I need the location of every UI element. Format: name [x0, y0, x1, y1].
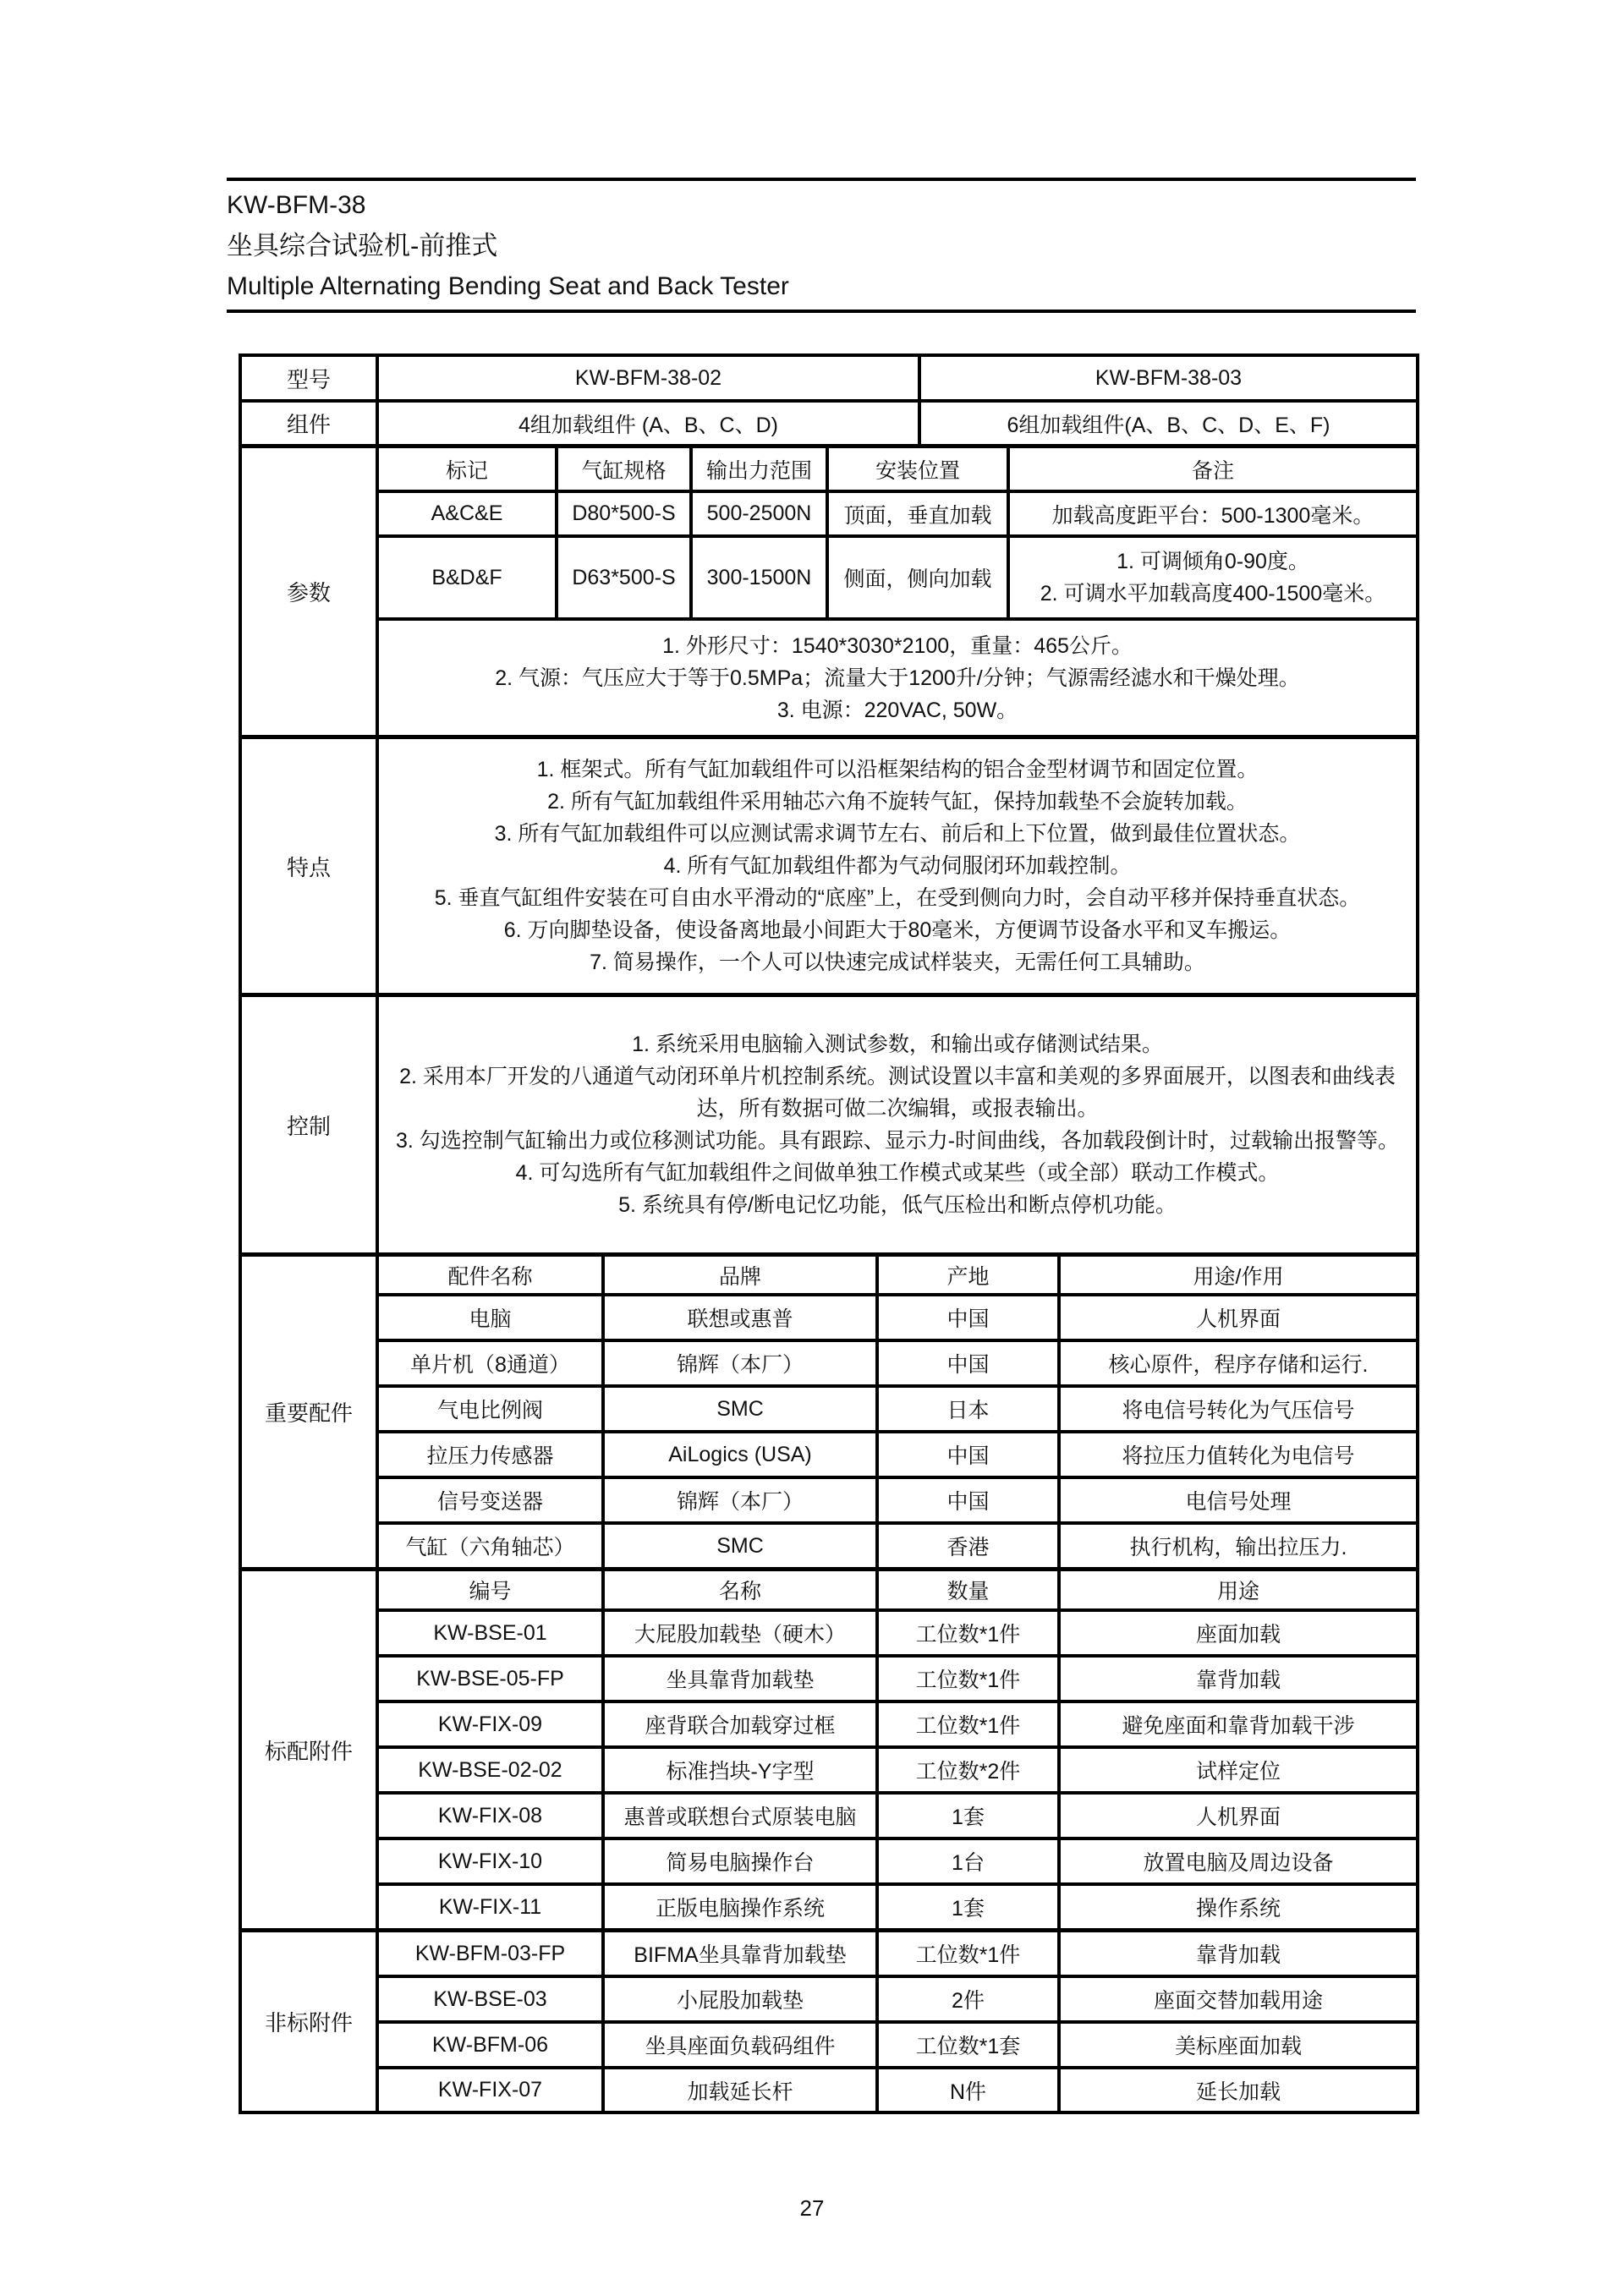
table-cell: 坐具靠背加载垫 — [603, 1656, 877, 1701]
table-cell: N件 — [877, 2068, 1059, 2112]
table-row — [240, 737, 1418, 995]
table-cell: KW-BSE-05-FP — [377, 1656, 603, 1701]
table-cell: 人机界面 — [1059, 1793, 1418, 1838]
table-row — [240, 491, 1418, 536]
table-cell: 将电信号转化为气压信号 — [1059, 1386, 1418, 1432]
table-cell: 1套 — [877, 1793, 1059, 1838]
model-section-table — [239, 353, 1419, 447]
column-header: 安装位置 — [827, 447, 1008, 491]
table-cell: 靠背加载 — [1059, 1656, 1418, 1701]
standard-accessories-section-table — [239, 1568, 1419, 1932]
table-row — [240, 1610, 1418, 1656]
note-line: 3. 电源：220VAC, 50W。 — [776, 698, 1018, 722]
table-cell: 300-1500N — [691, 536, 827, 619]
column-header: 标记 — [377, 447, 557, 491]
table-cell: SMC — [603, 1523, 877, 1569]
table-row — [240, 1340, 1418, 1386]
table-row — [240, 1656, 1418, 1701]
table-cell: 锦辉（本厂） — [603, 1340, 877, 1386]
table-cell: 香港 — [877, 1523, 1059, 1569]
table-row — [240, 355, 1418, 401]
document-header — [227, 178, 1416, 313]
table-cell — [1008, 536, 1418, 619]
table-cell: 电信号处理 — [1059, 1477, 1418, 1523]
table-cell: KW-BSE-01 — [377, 1610, 603, 1656]
table-cell: AiLogics (USA) — [603, 1432, 877, 1477]
table-cell: KW-BSE-02-02 — [377, 1747, 603, 1793]
feature-line: 7. 简易操作，一个人可以快速完成试样装夹，无需任何工具辅助。 — [590, 951, 1205, 974]
table-row — [240, 1523, 1418, 1569]
column-header: 气缸规格 — [557, 447, 691, 491]
table-cell: 日本 — [877, 1386, 1059, 1432]
section-label-params: 参数 — [240, 447, 377, 737]
table-cell: 将拉压力值转化为电信号 — [1059, 1432, 1418, 1477]
table-cell: KW-FIX-07 — [377, 2068, 603, 2112]
table-cell: 工位数*1件 — [877, 1931, 1059, 1976]
table-row — [240, 1570, 1418, 1610]
table-cell: 信号变送器 — [377, 1477, 603, 1523]
table-row — [240, 1386, 1418, 1432]
control-text-cell — [377, 995, 1418, 1254]
section-label-key-parts: 重要配件 — [240, 1255, 377, 1569]
control-line: 1. 系统采用电脑输入测试参数，和输出或存储测试结果。 — [632, 1033, 1163, 1056]
table-cell: 操作系统 — [1059, 1884, 1418, 1930]
table-cell: 座面交替加载用途 — [1059, 1976, 1418, 2022]
table-cell: KW-FIX-08 — [377, 1793, 603, 1838]
table-cell: BIFMA坐具靠背加载垫 — [603, 1931, 877, 1976]
features-text-cell — [377, 737, 1418, 995]
feature-line: 2. 所有气缸加载组件采用轴芯六角不旋转气缸，保持加载垫不会旋转加载。 — [547, 790, 1248, 814]
table-cell: KW-BFM-38-02 — [377, 355, 919, 401]
column-header: 配件名称 — [377, 1255, 603, 1295]
column-header: 输出力范围 — [691, 447, 827, 491]
table-cell: 4组加载组件 (A、B、C、D) — [377, 401, 919, 446]
table-row — [240, 2022, 1418, 2068]
params-notes-cell — [377, 619, 1418, 737]
table-row — [240, 1747, 1418, 1793]
params-section-table — [239, 445, 1419, 738]
column-header: 备注 — [1008, 447, 1418, 491]
table-cell: 加载延长杆 — [603, 2068, 877, 2112]
table-cell: 工位数*1套 — [877, 2022, 1059, 2068]
column-header: 用途 — [1059, 1570, 1418, 1610]
table-cell: 联想或惠普 — [603, 1295, 877, 1340]
table-cell: 1套 — [877, 1884, 1059, 1930]
table-cell: 电脑 — [377, 1295, 603, 1340]
table-cell: 延长加载 — [1059, 2068, 1418, 2112]
table-cell: 工位数*1件 — [877, 1701, 1059, 1747]
table-cell: 6组加载组件(A、B、C、D、E、F) — [919, 401, 1418, 446]
table-cell: 2件 — [877, 1976, 1059, 2022]
section-label-features: 特点 — [240, 737, 377, 995]
table-cell: 执行机构，输出拉压力. — [1059, 1523, 1418, 1569]
table-cell: 人机界面 — [1059, 1295, 1418, 1340]
table-cell: 中国 — [877, 1477, 1059, 1523]
note-line: 2. 气源：气压应大于等于0.5MPa；流量大于1200升/分钟；气源需经滤水和干燥处理。 — [495, 666, 1300, 690]
table-cell: 核心原件，程序存储和运行. — [1059, 1340, 1418, 1386]
title-english: Multiple Alternating Bending Seat and Back Tester — [227, 272, 789, 300]
table-cell: 气电比例阀 — [377, 1386, 603, 1432]
table-row — [240, 1432, 1418, 1477]
table-cell: 靠背加载 — [1059, 1931, 1418, 1976]
table-cell: KW-BFM-38-03 — [919, 355, 1418, 401]
feature-line: 1. 框架式。所有气缸加载组件可以沿框架结构的铝合金型材调节和固定位置。 — [536, 758, 1259, 781]
table-cell: 美标座面加载 — [1059, 2022, 1418, 2068]
section-label-standard-accessories: 标配附件 — [240, 1570, 377, 1930]
table-cell: 中国 — [877, 1340, 1059, 1386]
table-row — [240, 1701, 1418, 1747]
table-cell: KW-BSE-03 — [377, 1976, 603, 2022]
table-cell: D63*500-S — [557, 536, 691, 619]
table-cell: 气缸（六角轴芯） — [377, 1523, 603, 1569]
table-cell: 拉压力传感器 — [377, 1432, 603, 1477]
title-chinese: 坐具综合试验机-前推式 — [227, 231, 498, 260]
table-cell: 放置电脑及周边设备 — [1059, 1838, 1418, 1884]
table-cell: 500-2500N — [691, 491, 827, 536]
table-cell: 试样定位 — [1059, 1747, 1418, 1793]
feature-line: 5. 垂直气缸组件安装在可自由水平滑动的“底座”上，在受到侧向力时，会自动平移并保持垂直状态。 — [434, 886, 1361, 910]
table-cell: SMC — [603, 1386, 877, 1432]
table-cell: 坐具座面负载码组件 — [603, 2022, 877, 2068]
control-line: 5. 系统具有停/断电记忆功能，低气压检出和断点停机功能。 — [618, 1193, 1177, 1217]
table-cell: 侧面，侧向加载 — [827, 536, 1008, 619]
note-line: 2. 可调水平加载高度400-1500毫米。 — [1040, 582, 1386, 606]
table-cell: 正版电脑操作系统 — [603, 1884, 877, 1930]
table-row — [240, 401, 1418, 446]
spec-table — [239, 353, 1423, 2114]
column-header: 名称 — [603, 1570, 877, 1610]
key-parts-section-table — [239, 1253, 1419, 1570]
table-row — [240, 2068, 1418, 2112]
table-cell: A&C&E — [377, 491, 557, 536]
control-line: 2. 采用本厂开发的八通道气动闭环单片机控制系统。测试设置以丰富和美观的多界面展开，以图表和曲线表达，所有数据可做二次编辑，或报表输出。 — [399, 1065, 1396, 1121]
table-row — [240, 1295, 1418, 1340]
section-label-control: 控制 — [240, 995, 377, 1254]
table-row — [240, 1931, 1418, 1976]
feature-line: 6. 万向脚垫设备，使设备离地最小间距大于80毫米，方便调节设备水平和叉车搬运。 — [503, 918, 1292, 942]
table-row — [240, 995, 1418, 1254]
note-line: 1. 可调倾角0-90度。 — [1116, 550, 1309, 573]
control-line: 3. 勾选控制气缸输出力或位移测试功能。具有跟踪、显示力-时间曲线，各加载段倒计时，过载输出报警等。 — [395, 1129, 1400, 1153]
table-cell: KW-FIX-11 — [377, 1884, 603, 1930]
table-cell: 标准挡块-Y字型 — [603, 1747, 877, 1793]
column-header: 品牌 — [603, 1255, 877, 1295]
table-cell: 座面加载 — [1059, 1610, 1418, 1656]
feature-line: 4. 所有气缸加载组件都为气动伺服闭环加载控制。 — [663, 854, 1132, 878]
table-cell: 锦辉（本厂） — [603, 1477, 877, 1523]
table-row — [240, 1793, 1418, 1838]
table-row — [240, 536, 1418, 619]
nonstandard-accessories-section-table — [239, 1929, 1419, 2114]
row-label-model: 型号 — [240, 355, 377, 401]
table-row — [240, 1477, 1418, 1523]
table-cell: B&D&F — [377, 536, 557, 619]
table-cell: KW-BFM-03-FP — [377, 1931, 603, 1976]
model-number: KW-BFM-38 — [227, 191, 366, 219]
row-label-components: 组件 — [240, 401, 377, 446]
table-cell: 单片机（8通道） — [377, 1340, 603, 1386]
table-cell: 大屁股加载垫（硬木） — [603, 1610, 877, 1656]
table-cell: 1台 — [877, 1838, 1059, 1884]
table-row — [240, 1884, 1418, 1930]
table-cell: 工位数*1件 — [877, 1610, 1059, 1656]
table-cell: 中国 — [877, 1432, 1059, 1477]
column-header: 编号 — [377, 1570, 603, 1610]
table-cell: 座背联合加载穿过框 — [603, 1701, 877, 1747]
table-cell: D80*500-S — [557, 491, 691, 536]
column-header: 产地 — [877, 1255, 1059, 1295]
table-cell: 惠普或联想台式原装电脑 — [603, 1793, 877, 1838]
table-cell: 工位数*1件 — [877, 1656, 1059, 1701]
table-cell: 顶面，垂直加载 — [827, 491, 1008, 536]
table-cell: 加载高度距平台：500-1300毫米。 — [1008, 491, 1418, 536]
table-cell: KW-BFM-06 — [377, 2022, 603, 2068]
note-line: 1. 外形尺寸：1540*3030*2100，重量：465公斤。 — [662, 633, 1133, 658]
table-cell: 工位数*2件 — [877, 1747, 1059, 1793]
page-number: 27 — [799, 2195, 825, 2221]
feature-line: 3. 所有气缸加载组件可以应测试需求调节左右、前后和上下位置，做到最佳位置状态。 — [494, 822, 1301, 846]
table-row — [240, 1976, 1418, 2022]
table-row — [240, 1838, 1418, 1884]
table-cell: 小屁股加载垫 — [603, 1976, 877, 2022]
table-cell: 中国 — [877, 1295, 1059, 1340]
column-header: 用途/作用 — [1059, 1255, 1418, 1295]
control-line: 4. 可勾选所有气缸加载组件之间做单独工作模式或某些（或全部）联动工作模式。 — [515, 1161, 1280, 1185]
table-row — [240, 447, 1418, 491]
table-cell: KW-FIX-09 — [377, 1701, 603, 1747]
control-section-table — [239, 994, 1419, 1256]
table-cell: 简易电脑操作台 — [603, 1838, 877, 1884]
features-section-table — [239, 736, 1419, 996]
table-cell: 避免座面和靠背加载干涉 — [1059, 1701, 1418, 1747]
column-header: 数量 — [877, 1570, 1059, 1610]
table-cell: KW-FIX-10 — [377, 1838, 603, 1884]
section-label-nonstandard-accessories: 非标附件 — [240, 1931, 377, 2112]
table-row — [240, 1255, 1418, 1295]
table-row — [240, 619, 1418, 737]
